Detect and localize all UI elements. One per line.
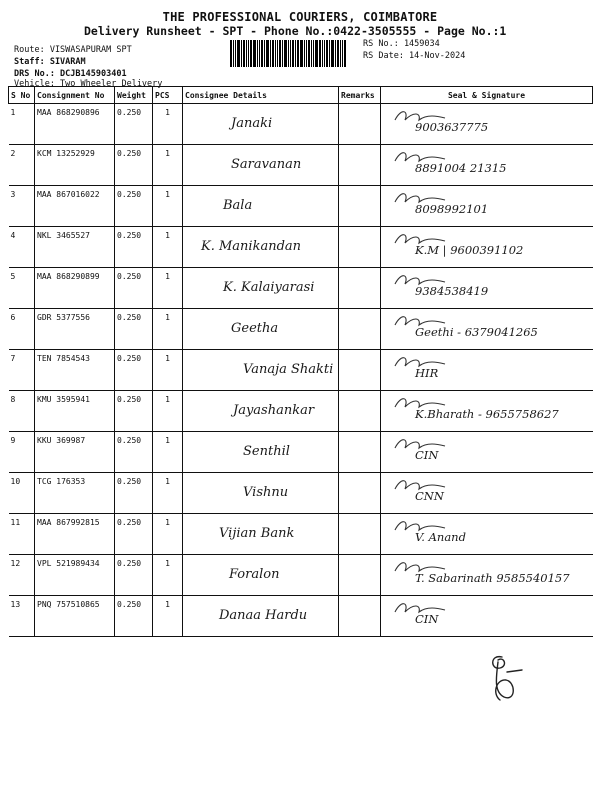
row-consignment-no: MAA 868290899 bbox=[35, 268, 115, 309]
staff-label: Staff: SIVARAM bbox=[14, 57, 86, 67]
row-sno: 3 bbox=[9, 186, 35, 227]
row-consignment-no: PNQ 757510865 bbox=[35, 596, 115, 637]
barcode-bar bbox=[331, 40, 334, 67]
company-title: THE PROFESSIONAL COURIERS, COIMBATORE bbox=[162, 10, 438, 24]
row-signature bbox=[381, 555, 593, 596]
row-weight: 0.250 bbox=[115, 432, 153, 473]
table-row bbox=[9, 514, 593, 555]
table-row bbox=[9, 104, 593, 145]
row-consignee bbox=[183, 104, 339, 145]
consignee-name: Geetha bbox=[231, 321, 279, 336]
consignee-name: Vanaja Shakti bbox=[243, 362, 334, 377]
row-remarks bbox=[339, 309, 381, 350]
barcode-bar bbox=[261, 40, 263, 67]
col-pcs: PCS bbox=[153, 87, 183, 104]
row-remarks bbox=[339, 268, 381, 309]
row-signature bbox=[381, 473, 593, 514]
barcode-bar bbox=[313, 40, 314, 67]
table-row bbox=[9, 596, 593, 637]
barcode-bar bbox=[275, 40, 276, 67]
barcode-bar bbox=[248, 40, 249, 67]
signature-text: 9384538419 bbox=[415, 284, 489, 298]
barcode-bar bbox=[272, 40, 274, 67]
barcode-bar bbox=[322, 40, 323, 67]
row-pcs: 1 bbox=[153, 268, 183, 309]
row-consignee bbox=[183, 186, 339, 227]
row-pcs: 1 bbox=[153, 555, 183, 596]
row-consignee bbox=[183, 555, 339, 596]
row-weight: 0.250 bbox=[115, 391, 153, 432]
row-weight: 0.250 bbox=[115, 268, 153, 309]
row-sno: 10 bbox=[9, 473, 35, 514]
row-remarks bbox=[339, 186, 381, 227]
row-remarks bbox=[339, 514, 381, 555]
barcode-bar bbox=[288, 40, 289, 67]
barcode-bar bbox=[279, 40, 281, 67]
row-consignment-no: MAA 867992815 bbox=[35, 514, 115, 555]
row-consignee bbox=[183, 309, 339, 350]
barcode-bar bbox=[329, 40, 330, 67]
consignee-name: Saravanan bbox=[231, 157, 302, 172]
rs-number: RS No.: 1459034 bbox=[363, 39, 440, 49]
table-row bbox=[9, 350, 593, 391]
row-pcs: 1 bbox=[153, 432, 183, 473]
barcode-bar bbox=[266, 40, 269, 67]
barcode-bar bbox=[308, 40, 310, 67]
initials-signature bbox=[482, 652, 532, 707]
row-consignee bbox=[183, 514, 339, 555]
signature-text: HIR bbox=[415, 366, 439, 380]
barcode-bar bbox=[340, 40, 341, 67]
row-remarks bbox=[339, 596, 381, 637]
barcode-bar bbox=[300, 40, 303, 67]
signature-text: Geethi - 6379041265 bbox=[415, 325, 538, 339]
row-consignment-no: TEN 7854543 bbox=[35, 350, 115, 391]
row-sno: 9 bbox=[9, 432, 35, 473]
row-signature bbox=[381, 227, 593, 268]
signature-text: V. Anand bbox=[415, 530, 466, 544]
barcode-bar bbox=[315, 40, 318, 67]
barcode-bar bbox=[297, 40, 299, 67]
barcode-bar bbox=[277, 40, 278, 67]
row-pcs: 1 bbox=[153, 350, 183, 391]
row-weight: 0.250 bbox=[115, 227, 153, 268]
signature-text: CNN bbox=[415, 489, 444, 503]
row-signature bbox=[381, 145, 593, 186]
signature-text: CIN bbox=[415, 612, 439, 626]
route-label: Route: VISWASAPURAM SPT bbox=[14, 45, 132, 55]
row-weight: 0.250 bbox=[115, 186, 153, 227]
runsheet-table bbox=[8, 86, 593, 637]
row-weight: 0.250 bbox=[115, 350, 153, 391]
barcode-bar bbox=[264, 40, 265, 67]
drs-number: DRS No.: DCJB145903401 bbox=[14, 69, 127, 79]
row-consignment-no: MAA 867016022 bbox=[35, 186, 115, 227]
row-consignee bbox=[183, 596, 339, 637]
barcode-bar bbox=[335, 40, 336, 67]
consignee-name: Vijian Bank bbox=[219, 526, 295, 541]
vehicle-label: Vehicle: Two Wheeler Delivery bbox=[14, 79, 163, 89]
row-pcs: 1 bbox=[153, 104, 183, 145]
barcode-bar bbox=[324, 40, 325, 67]
row-signature bbox=[381, 391, 593, 432]
row-signature bbox=[381, 514, 593, 555]
row-consignee bbox=[183, 227, 339, 268]
row-signature bbox=[381, 186, 593, 227]
table-row bbox=[9, 186, 593, 227]
barcode-bar bbox=[246, 40, 247, 67]
barcode-bar bbox=[342, 40, 343, 67]
col-sno: S No bbox=[9, 87, 35, 104]
table-row bbox=[9, 473, 593, 514]
row-remarks bbox=[339, 432, 381, 473]
table-body bbox=[9, 104, 593, 637]
row-weight: 0.250 bbox=[115, 145, 153, 186]
barcode-bar bbox=[235, 40, 236, 67]
table-row bbox=[9, 145, 593, 186]
barcode-bar bbox=[306, 40, 307, 67]
signature-text: 8098992101 bbox=[415, 202, 489, 216]
barcode-bar bbox=[233, 40, 234, 67]
barcode-bar bbox=[295, 40, 296, 67]
row-pcs: 1 bbox=[153, 473, 183, 514]
row-sno: 4 bbox=[9, 227, 35, 268]
consignee-name: Janaki bbox=[231, 116, 273, 131]
barcode-bar bbox=[230, 40, 232, 67]
row-consignee bbox=[183, 268, 339, 309]
table-row bbox=[9, 268, 593, 309]
signature-text: 9003637775 bbox=[415, 120, 489, 134]
row-sno: 11 bbox=[9, 514, 35, 555]
signature-text: T. Sabarinath 9585540157 bbox=[415, 571, 570, 585]
barcode-bar bbox=[259, 40, 260, 67]
row-signature bbox=[381, 350, 593, 391]
signature-text: K.Bharath - 9655758627 bbox=[415, 407, 559, 421]
row-sno: 2 bbox=[9, 145, 35, 186]
barcode-bar bbox=[326, 40, 328, 67]
consignee-name: Jayashankar bbox=[233, 403, 315, 418]
barcode-bar bbox=[250, 40, 252, 67]
barcode-bar bbox=[304, 40, 305, 67]
table-row bbox=[9, 227, 593, 268]
consignee-name: K. Manikandan bbox=[201, 239, 302, 254]
row-consignment-no: GDR 5377556 bbox=[35, 309, 115, 350]
row-remarks bbox=[339, 555, 381, 596]
consignee-name: Foralon bbox=[229, 567, 280, 582]
row-consignee bbox=[183, 145, 339, 186]
table-row bbox=[9, 391, 593, 432]
row-sno: 7 bbox=[9, 350, 35, 391]
row-sno: 1 bbox=[9, 104, 35, 145]
row-consignment-no: MAA 868290896 bbox=[35, 104, 115, 145]
consignee-name: Vishnu bbox=[243, 485, 289, 500]
row-consignment-no: KMU 3595941 bbox=[35, 391, 115, 432]
col-consignment: Consignment No bbox=[35, 87, 115, 104]
barcode-bar bbox=[319, 40, 321, 67]
signature-text: CIN bbox=[415, 448, 439, 462]
barcode-bar bbox=[241, 40, 242, 67]
col-weight: Weight bbox=[115, 87, 153, 104]
row-signature bbox=[381, 268, 593, 309]
row-consignee bbox=[183, 432, 339, 473]
consignee-name: Danaa Hardu bbox=[219, 608, 308, 623]
row-pcs: 1 bbox=[153, 514, 183, 555]
row-pcs: 1 bbox=[153, 186, 183, 227]
row-sno: 5 bbox=[9, 268, 35, 309]
row-pcs: 1 bbox=[153, 227, 183, 268]
row-consignee bbox=[183, 473, 339, 514]
row-pcs: 1 bbox=[153, 309, 183, 350]
row-sno: 8 bbox=[9, 391, 35, 432]
row-sno: 13 bbox=[9, 596, 35, 637]
row-consignment-no: NKL 3465527 bbox=[35, 227, 115, 268]
row-weight: 0.250 bbox=[115, 555, 153, 596]
barcode-bar bbox=[243, 40, 245, 67]
barcode bbox=[230, 40, 355, 67]
barcode-bar bbox=[270, 40, 271, 67]
table-row bbox=[9, 309, 593, 350]
barcode-bar bbox=[292, 40, 294, 67]
barcode-bar bbox=[253, 40, 256, 67]
consignee-name: Bala bbox=[223, 198, 253, 213]
barcode-bar bbox=[290, 40, 291, 67]
table-row bbox=[9, 432, 593, 473]
row-pcs: 1 bbox=[153, 391, 183, 432]
row-remarks bbox=[339, 391, 381, 432]
signature-text: K.M | 9600391102 bbox=[415, 243, 524, 257]
barcode-bar bbox=[344, 40, 346, 67]
row-consignment-no: TCG 176353 bbox=[35, 473, 115, 514]
row-signature bbox=[381, 309, 593, 350]
row-pcs: 1 bbox=[153, 596, 183, 637]
barcode-bar bbox=[284, 40, 287, 67]
row-remarks bbox=[339, 104, 381, 145]
barcode-bar bbox=[237, 40, 240, 67]
row-weight: 0.250 bbox=[115, 596, 153, 637]
runsheet-title: Delivery Runsheet - SPT - Phone No.:0422-3505555 - Page No.:1 bbox=[84, 24, 507, 38]
row-consignment-no: VPL 521989434 bbox=[35, 555, 115, 596]
row-remarks bbox=[339, 227, 381, 268]
row-consignee bbox=[183, 350, 339, 391]
row-pcs: 1 bbox=[153, 145, 183, 186]
row-weight: 0.250 bbox=[115, 104, 153, 145]
row-weight: 0.250 bbox=[115, 514, 153, 555]
col-seal: Seal & Signature bbox=[381, 87, 593, 104]
row-remarks bbox=[339, 473, 381, 514]
barcode-bar bbox=[337, 40, 339, 67]
consignee-name: Senthil bbox=[243, 444, 290, 459]
row-weight: 0.250 bbox=[115, 473, 153, 514]
barcode-bar bbox=[282, 40, 283, 67]
col-consignee: Consignee Details bbox=[183, 87, 339, 104]
barcode-bar bbox=[311, 40, 312, 67]
row-signature bbox=[381, 432, 593, 473]
row-consignment-no: KKU 369987 bbox=[35, 432, 115, 473]
row-consignment-no: KCM 13252929 bbox=[35, 145, 115, 186]
row-sno: 6 bbox=[9, 309, 35, 350]
rs-date: RS Date: 14-Nov-2024 bbox=[363, 51, 466, 61]
row-consignee bbox=[183, 391, 339, 432]
barcode-bar bbox=[257, 40, 258, 67]
row-sno: 12 bbox=[9, 555, 35, 596]
row-signature bbox=[381, 104, 593, 145]
consignee-name: K. Kalaiyarasi bbox=[223, 280, 315, 295]
col-remarks: Remarks bbox=[339, 87, 381, 104]
signature-text: 8891004 21315 bbox=[415, 161, 507, 175]
row-remarks bbox=[339, 145, 381, 186]
row-weight: 0.250 bbox=[115, 309, 153, 350]
row-remarks bbox=[339, 350, 381, 391]
row-signature bbox=[381, 596, 593, 637]
table-row bbox=[9, 555, 593, 596]
